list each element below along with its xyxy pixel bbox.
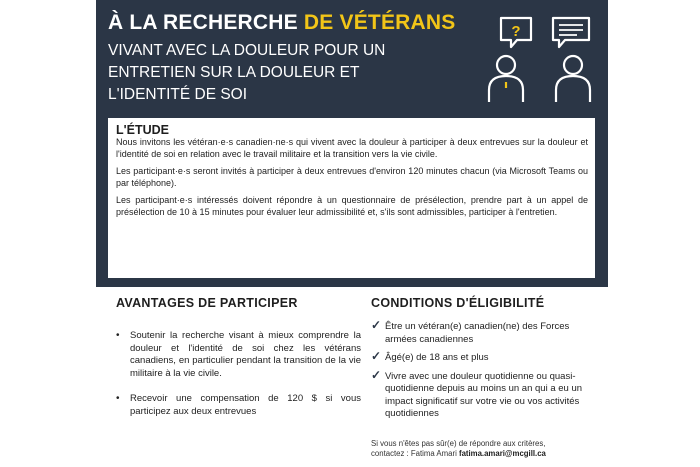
title-part-1: À LA RECHERCHE — [108, 11, 304, 34]
benefits-heading: AVANTAGES DE PARTICIPER — [116, 296, 298, 310]
person-chat-icon — [553, 18, 590, 102]
benefit-text: Recevoir une compensation de 120 $ si vous participez aux deux entrevues — [130, 393, 361, 417]
header-banner — [96, 0, 608, 287]
title-part-2-highlight: DE VÉTÉRANS — [303, 11, 456, 34]
eligibility-section — [371, 296, 601, 427]
page-title — [108, 10, 455, 36]
list-item — [371, 318, 601, 346]
benefits-list — [116, 330, 361, 418]
condition-text: Âgé(e) de 18 ans et plus — [385, 352, 489, 363]
condition-text: Être un vétéran(e) canadien(ne) des Forces armées canadiennes — [385, 321, 570, 345]
svg-text:?: ? — [511, 23, 521, 40]
contact-name: contactez : Fatima Amari — [371, 449, 459, 458]
checkmark-icon: ✓ — [371, 349, 382, 363]
checkmark-icon: ✓ — [371, 367, 382, 382]
study-heading: L'ÉTUDE — [116, 123, 169, 137]
page-subtitle: VIVANT AVEC LA DOULEUR POUR UN ENTRETIEN SUR LA DOULEUR ET L'IDENTITÉ DE SOI — [108, 42, 386, 103]
study-paragraph: Nous invitons les vétéran·e·s canadien·ne·s qui vivent avec la douleur à participer à deux entrevues sur la douleur et l'identité de soi en relation avec le travail militaire et la transition vers la vie civile. — [116, 137, 588, 159]
list-item — [371, 367, 601, 421]
list-item — [116, 393, 361, 418]
contact-note — [371, 439, 606, 459]
study-section — [108, 118, 595, 278]
contact-line-2 — [371, 449, 606, 459]
checkmark-icon: ✓ — [371, 318, 382, 332]
study-paragraph: Les participant·e·s intéressés doivent répondre à un questionnaire de présélection, prendre part à un appel de présélection de 10 à 15 minutes pour évaluer leur admissibilité et, s'ils sont admissibles, participer à l'entretien. — [116, 195, 588, 217]
eligibility-heading: CONDITIONS D'ÉLIGIBILITÉ — [371, 296, 545, 310]
condition-text: Vivre avec une douleur quotidienne ou quasi-quotidienne depuis au moins un an qui a eu un impact significatif sur votre vie ou vos activités quotidiennes — [385, 370, 583, 419]
contact-line-1: Si vous n'êtes pas sûr(e) de répondre aux critères, — [371, 439, 546, 448]
person-question-icon — [489, 18, 531, 102]
flyer — [96, 0, 608, 467]
benefit-text: Soutenir la recherche visant à mieux comprendre la douleur et l'identité de soi chez les vétérans canadiens, en particulier pendant la transition de la vie militaire à la vie civile. — [130, 330, 361, 379]
contact-email-link[interactable]: fatima.amari@mcgill.ca — [458, 449, 546, 458]
study-paragraph: Les participant·e·s seront invités à participer à deux entrevues d'environ 120 minutes chacun (via Microsoft Teams ou par téléphone). — [116, 166, 588, 188]
benefits-section — [116, 296, 361, 431]
eligibility-list — [371, 318, 601, 421]
list-item — [116, 330, 361, 380]
interview-illustration — [481, 10, 601, 110]
bullet-icon: • — [116, 330, 120, 341]
list-item — [371, 349, 601, 365]
bullet-icon: • — [116, 393, 120, 404]
